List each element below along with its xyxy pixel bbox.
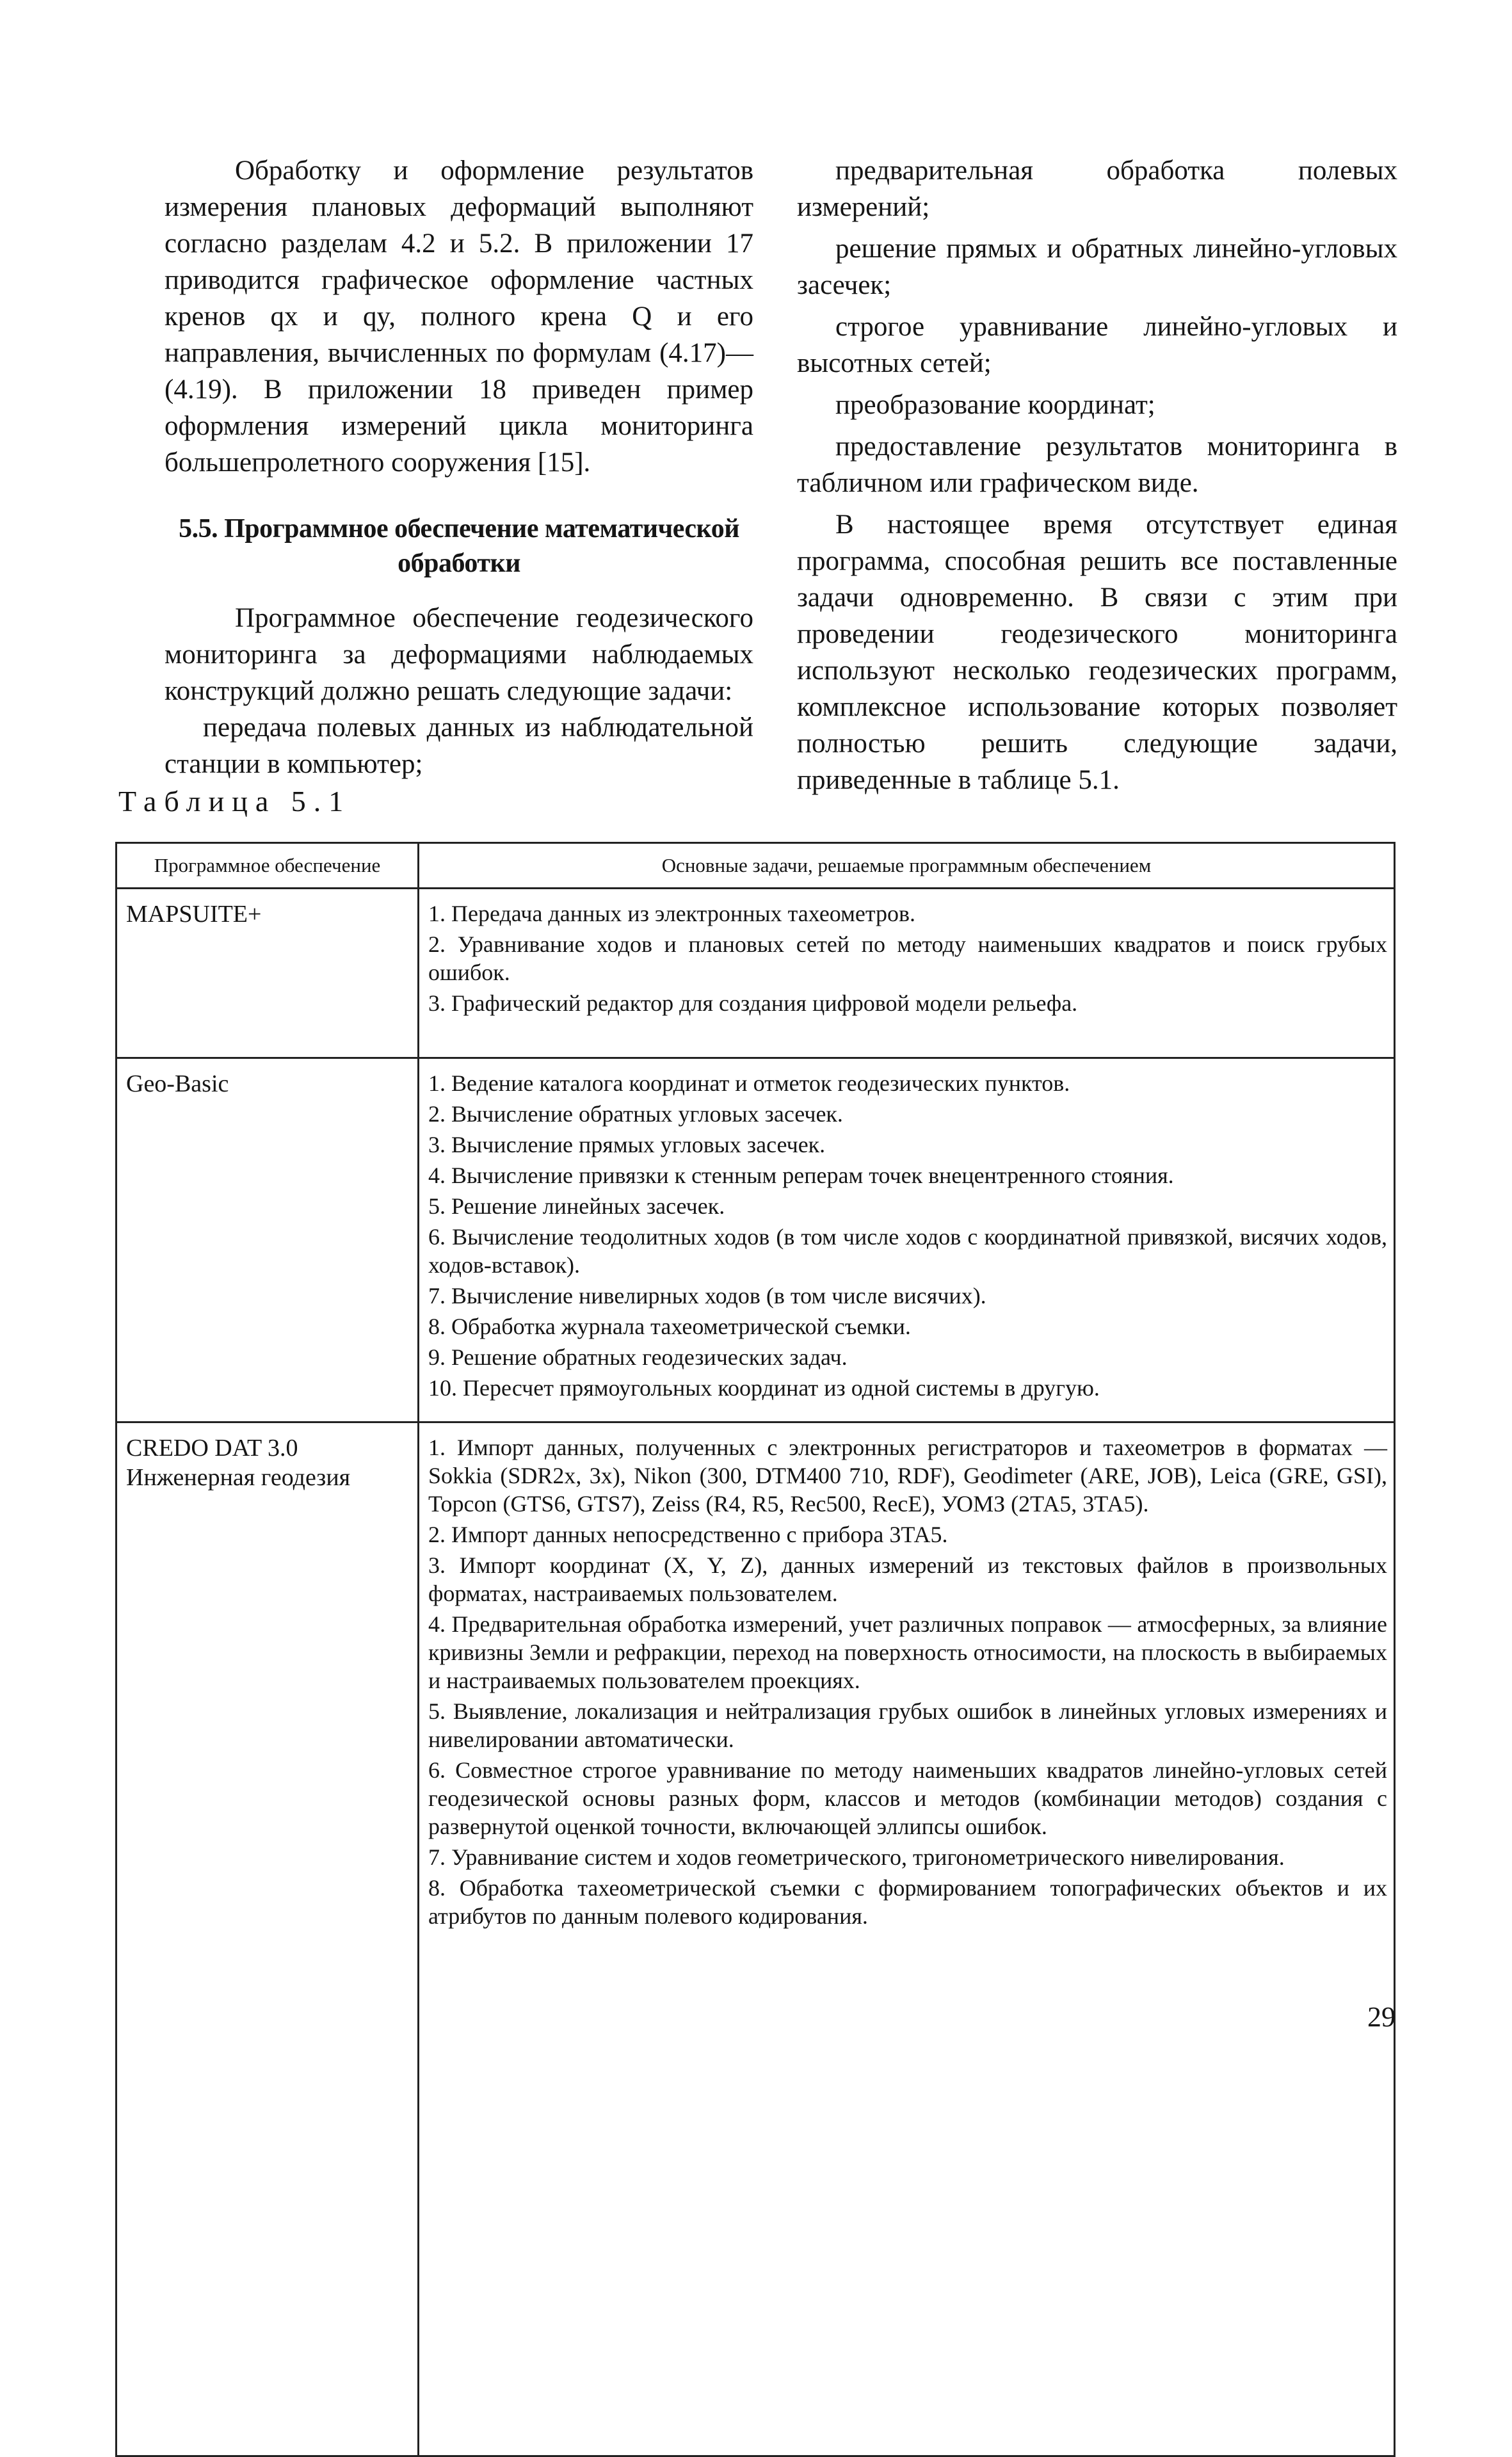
task-item: 3. Вычисление прямых угловых засечек. (428, 1132, 826, 1157)
section-heading: 5.5. Программное обеспечение математической обработки (179, 514, 739, 578)
task-item: 7. Уравнивание систем и ходов геометрического, тригонометрического нивелирования. (428, 1844, 1285, 1870)
table-row (117, 889, 1395, 1058)
task-item: 8. Обработка тахеометрической съемки с формированием топографических объектов и их атрибутов по данным полевого кодирования. (428, 1875, 1387, 1929)
task-item: 8. Обработка журнала тахеометрической съемки. (428, 1314, 911, 1339)
task-list-item: строгое уравнивание линейно-угловых и высотных сетей; (797, 312, 1397, 378)
table-header-row (117, 843, 1395, 889)
task-item: 5. Решение линейных засечек. (428, 1193, 725, 1219)
table-row (117, 1422, 1395, 2456)
software-name: CREDO DAT 3.0 Инженерная геодезия (117, 1422, 419, 2456)
task-item: 2. Импорт данных непосредственно с прибора 3ТА5. (428, 1522, 948, 1547)
right-column (797, 152, 1397, 798)
task-list-item: предоставление результатов мониторинга в табличном или графическом виде. (797, 431, 1397, 498)
task-item: 3. Графический редактор для создания цифровой модели рельефа. (428, 990, 1078, 1016)
task-item: 7. Вычисление нивелирных ходов (в том числе висячих). (428, 1283, 986, 1309)
intro-paragraph: Обработку и оформление результатов измерения плановых деформаций выполняют согласно разделам 4.2 и 5.2. В приложении 17 приводится графическое оформление частных кренов qx и qy, полного крена Q и его направления, вычисленных по формулам (4.17)—(4.19). В приложении 18 приведен пример оформления измерений цикла мониторинга большепролетного сооружения [15]. (165, 156, 753, 478)
header-software: Программное обеспечение (117, 843, 419, 889)
task-item: 1. Ведение каталога координат и отметок геодезических пунктов. (428, 1070, 1070, 1096)
task-list (419, 1422, 1395, 2456)
task-item: 1. Передача данных из электронных тахеометров. (428, 901, 916, 926)
task-item: 3. Импорт координат (X, Y, Z), данных измерений из текстовых файлов в произвольных форматах, настраиваемых пользователем. (428, 1552, 1387, 1606)
task-item: 4. Предварительная обработка измерений, учет различных поправок — атмосферных, за влияние кривизны Земли и рефракции, переход на поверхность относимости, на плоскость в выбираемых и настраиваемых пользователем проекциях. (428, 1611, 1387, 1693)
page-number: 29 (1367, 2001, 1395, 2033)
software-paragraph: Программное обеспечение геодезического мониторинга за деформациями наблюдаемых конструкций должно решать следующие задачи: (165, 603, 753, 706)
task-item: 6. Вычисление теодолитных ходов (в том числе ходов с координатной привязкой, висячих ходов, ходов-вставок). (428, 1224, 1387, 1278)
task-item: 9. Решение обратных геодезических задач. (428, 1344, 848, 1370)
task-item: 2. Вычисление обратных угловых засечек. (428, 1101, 843, 1127)
header-tasks: Основные задачи, решаемые программным обеспечением (419, 843, 1395, 889)
table-caption: Таблица 5.1 (118, 785, 351, 818)
task-list-item: решение прямых и обратных линейно-угловых засечек; (797, 234, 1397, 300)
task-item: 10. Пересчет прямоугольных координат из одной системы в другую. (428, 1375, 1100, 1401)
software-name: MAPSUITE+ (117, 889, 419, 1058)
task-item: 2. Уравнивание ходов и плановых сетей по методу наименьших квадратов и поиск грубых ошибок. (428, 931, 1387, 985)
table-row (117, 1058, 1395, 1422)
task-list-item: передача полевых данных из наблюдательной станции в компьютер; (165, 713, 753, 779)
software-name: Geo-Basic (117, 1058, 419, 1422)
task-item: 4. Вычисление привязки к стенным реперам точек внецентренного стояния. (428, 1163, 1174, 1188)
task-item: 5. Выявление, локализация и нейтрализация грубых ошибок в линейных угловых измерениях и нивелировании автоматически. (428, 1698, 1387, 1752)
task-list (419, 1058, 1395, 1422)
task-list-item: преобразование координат; (835, 390, 1155, 420)
left-column (165, 152, 753, 782)
task-list-item: предварительная обработка полевых измерений; (797, 156, 1397, 222)
task-item: 6. Совместное строгое уравнивание по методу наименьших квадратов линейно-угловых сетей геодезической основы разных форм, классов и методов (комбинации методов) создания с развернутой оценкой точности, включающей эллипсы ошибок. (428, 1757, 1387, 1839)
current-state-paragraph: В настоящее время отсутствует единая программа, способная решить все поставленные задачи одновременно. В связи с этим при проведении геодезического мониторинга используют несколько геодезических программ, комплексное использование которых позволяет полностью решить следующие задачи, приведенные в таблице 5.1. (797, 510, 1397, 795)
software-table (115, 842, 1395, 2457)
task-item: 1. Импорт данных, полученных с электронных регистраторов и тахеометров в форматах — Sokkia (SDR2x, 3x), Nikon (300, DTM400 710, RDF), Geodimeter (ARE, JOB), Leica (GRE, GSI), Topcon (GTS6, GTS7), Zeiss (R4, R5, Rec500, RecE), УОМЗ (2ТА5, 3ТА5). (428, 1435, 1387, 1517)
task-list (419, 889, 1395, 1058)
